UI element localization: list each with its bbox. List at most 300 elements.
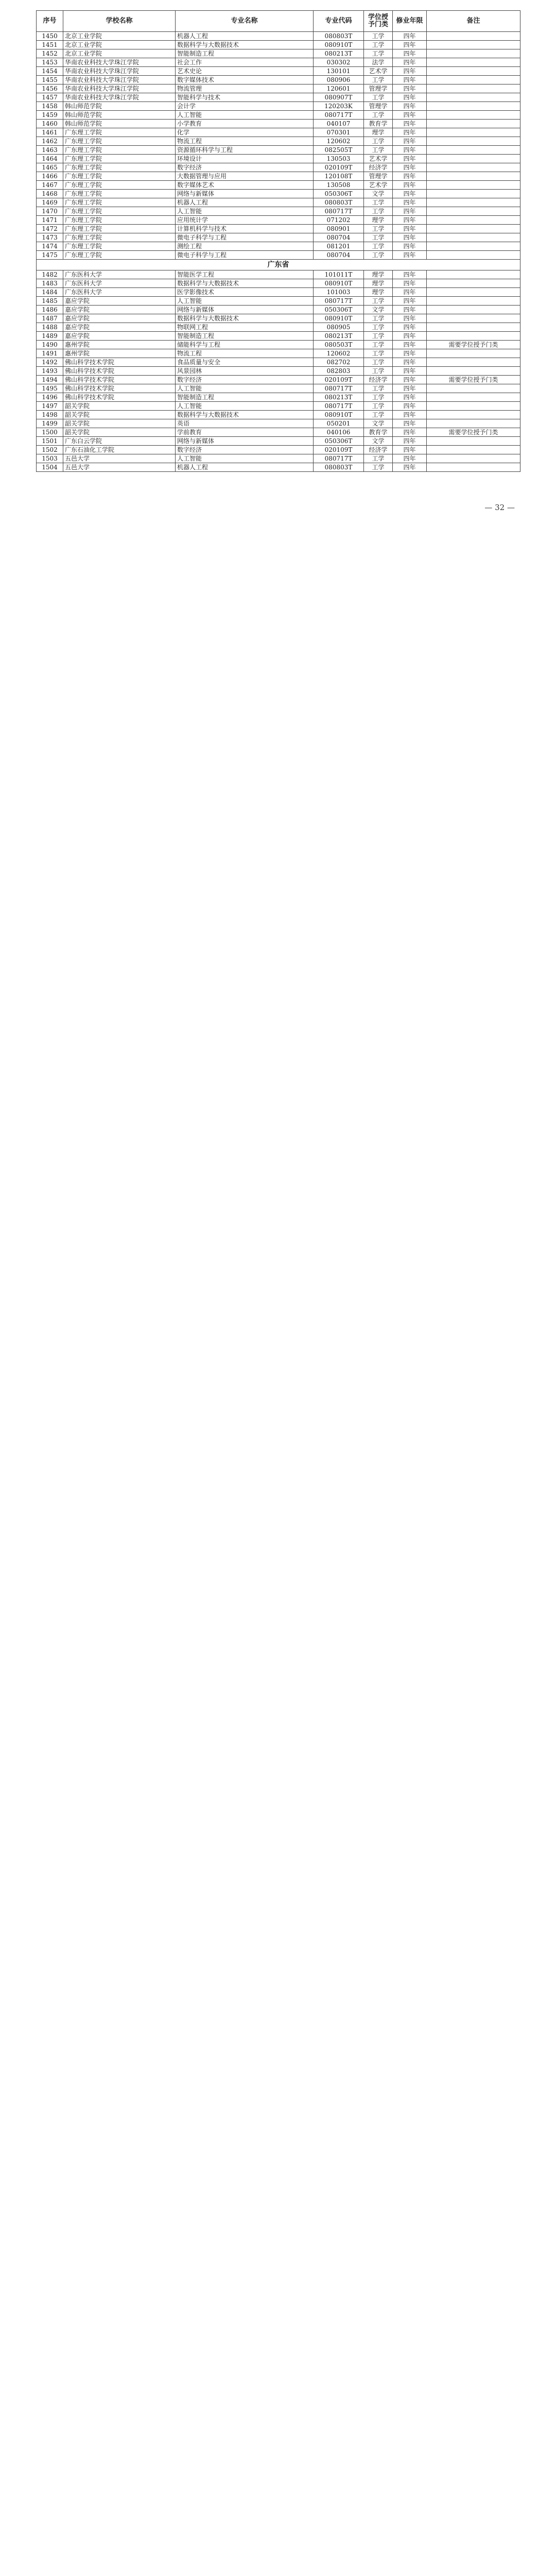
cell-code: 080910T xyxy=(314,279,364,288)
cell-no: 1450 xyxy=(37,32,63,41)
cell-degree: 工学 xyxy=(364,358,393,367)
cell-school: 韶关学院 xyxy=(63,419,176,428)
cell-note xyxy=(427,128,520,137)
table-row xyxy=(37,428,520,437)
cell-no: 1461 xyxy=(37,128,63,137)
cell-years: 四年 xyxy=(393,454,427,463)
table-row xyxy=(37,332,520,341)
cell-note: 需要学位授予门类 xyxy=(427,376,520,384)
cell-years: 四年 xyxy=(393,233,427,242)
cell-no: 1464 xyxy=(37,155,63,163)
cell-years: 四年 xyxy=(393,402,427,411)
cell-school: 广东医科大学 xyxy=(63,279,176,288)
table-row xyxy=(37,270,520,279)
cell-degree: 理学 xyxy=(364,288,393,297)
cell-school: 华南农业科技大学珠江学院 xyxy=(63,84,176,93)
cell-no: 1460 xyxy=(37,120,63,128)
cell-no: 1452 xyxy=(37,49,63,58)
cell-degree: 工学 xyxy=(364,251,393,260)
cell-years: 四年 xyxy=(393,306,427,314)
table-row xyxy=(37,358,520,367)
cell-note xyxy=(427,332,520,341)
cell-major: 人工智能 xyxy=(176,111,314,120)
table-row xyxy=(37,216,520,225)
cell-major: 人工智能 xyxy=(176,454,314,463)
cell-degree: 理学 xyxy=(364,128,393,137)
cell-note xyxy=(427,198,520,207)
cell-school: 韩山师范学院 xyxy=(63,111,176,120)
cell-code: 080213T xyxy=(314,393,364,402)
cell-degree: 工学 xyxy=(364,341,393,349)
cell-years: 四年 xyxy=(393,111,427,120)
cell-no: 1500 xyxy=(37,428,63,437)
cell-note xyxy=(427,41,520,49)
cell-years: 四年 xyxy=(393,102,427,111)
cell-no: 1457 xyxy=(37,93,63,102)
cell-note xyxy=(427,58,520,67)
cell-years: 四年 xyxy=(393,58,427,67)
cell-major: 人工智能 xyxy=(176,297,314,306)
cell-no: 1465 xyxy=(37,163,63,172)
cell-note xyxy=(427,314,520,323)
cell-no: 1473 xyxy=(37,233,63,242)
cell-years: 四年 xyxy=(393,67,427,76)
cell-note xyxy=(427,419,520,428)
cell-major: 物流管理 xyxy=(176,84,314,93)
cell-code: 080910T xyxy=(314,41,364,49)
cell-code: 080910T xyxy=(314,314,364,323)
cell-school: 韩山师范学院 xyxy=(63,102,176,111)
cell-no: 1455 xyxy=(37,76,63,84)
cell-years: 四年 xyxy=(393,216,427,225)
cell-note xyxy=(427,411,520,419)
cell-code: 120602 xyxy=(314,349,364,358)
cell-degree: 工学 xyxy=(364,76,393,84)
cell-code: 080717T xyxy=(314,297,364,306)
cell-major: 人工智能 xyxy=(176,207,314,216)
cell-school: 韶关学院 xyxy=(63,411,176,419)
table-row xyxy=(37,84,520,93)
cell-no: 1489 xyxy=(37,332,63,341)
cell-major: 社会工作 xyxy=(176,58,314,67)
cell-major: 智能制造工程 xyxy=(176,393,314,402)
table-row xyxy=(37,314,520,323)
cell-note xyxy=(427,207,520,216)
cell-code: 070301 xyxy=(314,128,364,137)
cell-note: 需要学位授予门类 xyxy=(427,341,520,349)
cell-years: 四年 xyxy=(393,84,427,93)
cell-school: 佛山科学技术学院 xyxy=(63,358,176,367)
cell-no: 1454 xyxy=(37,67,63,76)
table-row xyxy=(37,297,520,306)
header-major: 专业名称 xyxy=(176,11,314,32)
cell-major: 测绘工程 xyxy=(176,242,314,251)
cell-years: 四年 xyxy=(393,155,427,163)
cell-major: 数据科学与大数据技术 xyxy=(176,314,314,323)
cell-major: 智能制造工程 xyxy=(176,49,314,58)
table-header xyxy=(37,11,520,32)
cell-school: 嘉应学院 xyxy=(63,314,176,323)
cell-code: 120108T xyxy=(314,172,364,181)
cell-major: 英语 xyxy=(176,419,314,428)
cell-years: 四年 xyxy=(393,32,427,41)
cell-note xyxy=(427,32,520,41)
cell-no: 1469 xyxy=(37,198,63,207)
cell-no: 1498 xyxy=(37,411,63,419)
cell-years: 四年 xyxy=(393,225,427,233)
cell-no: 1494 xyxy=(37,376,63,384)
cell-major: 食品质量与安全 xyxy=(176,358,314,367)
cell-note xyxy=(427,84,520,93)
cell-years: 四年 xyxy=(393,341,427,349)
cell-note xyxy=(427,67,520,76)
cell-major: 学前教育 xyxy=(176,428,314,437)
cell-years: 四年 xyxy=(393,128,427,137)
cell-years: 四年 xyxy=(393,358,427,367)
cell-major: 艺术史论 xyxy=(176,67,314,76)
cell-degree: 工学 xyxy=(364,332,393,341)
cell-years: 四年 xyxy=(393,446,427,454)
page-number: — 32 — xyxy=(484,503,515,512)
cell-years: 四年 xyxy=(393,463,427,472)
table-row xyxy=(37,93,520,102)
cell-school: 广东理工学院 xyxy=(63,181,176,190)
cell-major: 数字经济 xyxy=(176,446,314,454)
cell-code: 080704 xyxy=(314,251,364,260)
cell-major: 医学影像技术 xyxy=(176,288,314,297)
cell-school: 惠州学院 xyxy=(63,349,176,358)
cell-school: 佛山科学技术学院 xyxy=(63,376,176,384)
table-row xyxy=(37,251,520,260)
cell-school: 广东理工学院 xyxy=(63,207,176,216)
cell-degree: 文学 xyxy=(364,419,393,428)
cell-school: 五邑大学 xyxy=(63,463,176,472)
cell-code: 130503 xyxy=(314,155,364,163)
cell-code: 080901 xyxy=(314,225,364,233)
cell-degree: 艺术学 xyxy=(364,67,393,76)
cell-degree: 理学 xyxy=(364,216,393,225)
cell-school: 广东理工学院 xyxy=(63,242,176,251)
cell-note xyxy=(427,393,520,402)
cell-degree: 理学 xyxy=(364,279,393,288)
table-row xyxy=(37,58,520,67)
cell-no: 1474 xyxy=(37,242,63,251)
cell-major: 智能科学与技术 xyxy=(176,93,314,102)
cell-years: 四年 xyxy=(393,270,427,279)
cell-degree: 工学 xyxy=(364,314,393,323)
cell-school: 嘉应学院 xyxy=(63,306,176,314)
section-row xyxy=(37,260,520,270)
table-row xyxy=(37,198,520,207)
cell-no: 1468 xyxy=(37,190,63,198)
cell-degree: 文学 xyxy=(364,190,393,198)
cell-school: 广东理工学院 xyxy=(63,172,176,181)
table-row xyxy=(37,155,520,163)
cell-note: 需要学位授予门类 xyxy=(427,428,520,437)
cell-major: 储能科学与工程 xyxy=(176,341,314,349)
cell-school: 华南农业科技大学珠江学院 xyxy=(63,67,176,76)
cell-note xyxy=(427,279,520,288)
cell-school: 广东医科大学 xyxy=(63,288,176,297)
cell-major: 机器人工程 xyxy=(176,32,314,41)
cell-major: 物流工程 xyxy=(176,349,314,358)
cell-school: 五邑大学 xyxy=(63,454,176,463)
cell-school: 惠州学院 xyxy=(63,341,176,349)
cell-note xyxy=(427,454,520,463)
cell-school: 嘉应学院 xyxy=(63,332,176,341)
guangdong-a-body xyxy=(37,270,520,472)
cell-major: 会计学 xyxy=(176,102,314,111)
cell-degree: 教育学 xyxy=(364,428,393,437)
cell-note xyxy=(427,233,520,242)
cell-code: 080213T xyxy=(314,332,364,341)
cell-years: 四年 xyxy=(393,297,427,306)
cell-years: 四年 xyxy=(393,323,427,332)
cell-no: 1470 xyxy=(37,207,63,216)
cell-code: 080717T xyxy=(314,454,364,463)
cell-school: 广东医科大学 xyxy=(63,270,176,279)
cell-years: 四年 xyxy=(393,428,427,437)
cell-major: 数据科学与大数据技术 xyxy=(176,279,314,288)
cell-note xyxy=(427,137,520,146)
cell-years: 四年 xyxy=(393,120,427,128)
cell-code: 080907T xyxy=(314,93,364,102)
cell-years: 四年 xyxy=(393,41,427,49)
cell-school: 佛山科学技术学院 xyxy=(63,384,176,393)
cell-years: 四年 xyxy=(393,172,427,181)
table-row xyxy=(37,120,520,128)
header-school: 学校名称 xyxy=(63,11,176,32)
cell-code: 020109T xyxy=(314,376,364,384)
cell-note xyxy=(427,306,520,314)
cell-school: 广东白云学院 xyxy=(63,437,176,446)
cell-no: 1502 xyxy=(37,446,63,454)
cell-note xyxy=(427,181,520,190)
cell-no: 1472 xyxy=(37,225,63,233)
cell-major: 数据科学与大数据技术 xyxy=(176,41,314,49)
cell-major: 风景园林 xyxy=(176,367,314,376)
cell-code: 080803T xyxy=(314,463,364,472)
table-row xyxy=(37,76,520,84)
cell-degree: 文学 xyxy=(364,306,393,314)
cell-degree: 理学 xyxy=(364,270,393,279)
cell-note xyxy=(427,463,520,472)
cell-years: 四年 xyxy=(393,207,427,216)
cell-degree: 经济学 xyxy=(364,446,393,454)
cell-school: 广东理工学院 xyxy=(63,251,176,260)
cell-note xyxy=(427,111,520,120)
cell-no: 1462 xyxy=(37,137,63,146)
cell-major: 机器人工程 xyxy=(176,463,314,472)
cell-school: 华南农业科技大学珠江学院 xyxy=(63,58,176,67)
table-row xyxy=(37,49,520,58)
cell-degree: 工学 xyxy=(364,111,393,120)
cell-code: 050306T xyxy=(314,437,364,446)
table-row xyxy=(37,367,520,376)
cell-major: 应用统计学 xyxy=(176,216,314,225)
cell-years: 四年 xyxy=(393,198,427,207)
cell-no: 1496 xyxy=(37,393,63,402)
cell-years: 四年 xyxy=(393,393,427,402)
cell-note xyxy=(427,437,520,446)
cell-no: 1493 xyxy=(37,367,63,376)
cell-degree: 工学 xyxy=(364,198,393,207)
table-row xyxy=(37,172,520,181)
cell-school: 广东理工学院 xyxy=(63,128,176,137)
table-row xyxy=(37,128,520,137)
cell-code: 080503T xyxy=(314,341,364,349)
cell-school: 佛山科学技术学院 xyxy=(63,367,176,376)
cell-note xyxy=(427,163,520,172)
cell-school: 广东理工学院 xyxy=(63,198,176,207)
cell-note xyxy=(427,367,520,376)
cell-degree: 经济学 xyxy=(364,163,393,172)
cell-note xyxy=(427,242,520,251)
cell-degree: 法学 xyxy=(364,58,393,67)
cell-no: 1456 xyxy=(37,84,63,93)
cell-major: 智能医学工程 xyxy=(176,270,314,279)
cell-school: 华南农业科技大学珠江学院 xyxy=(63,76,176,84)
cell-code: 050306T xyxy=(314,190,364,198)
cell-school: 华南农业科技大学珠江学院 xyxy=(63,93,176,102)
cell-degree: 工学 xyxy=(364,454,393,463)
table-row xyxy=(37,419,520,428)
cell-degree: 工学 xyxy=(364,207,393,216)
cell-major: 大数据管理与应用 xyxy=(176,172,314,181)
cell-code: 101011T xyxy=(314,270,364,279)
cell-years: 四年 xyxy=(393,367,427,376)
page-1 xyxy=(36,10,520,472)
header-no: 序号 xyxy=(37,11,63,32)
table-row xyxy=(37,137,520,146)
cell-major: 物流工程 xyxy=(176,137,314,146)
cell-years: 四年 xyxy=(393,349,427,358)
cell-note xyxy=(427,288,520,297)
cell-code: 080717T xyxy=(314,207,364,216)
cell-no: 1451 xyxy=(37,41,63,49)
cell-no: 1485 xyxy=(37,297,63,306)
cell-years: 四年 xyxy=(393,76,427,84)
cell-school: 北京工业学院 xyxy=(63,41,176,49)
cell-code: 120203K xyxy=(314,102,364,111)
cell-degree: 工学 xyxy=(364,93,393,102)
table-row xyxy=(37,411,520,419)
table-row xyxy=(37,190,520,198)
table-row xyxy=(37,454,520,463)
table-row xyxy=(37,111,520,120)
cell-note xyxy=(427,384,520,393)
cell-major: 数据科学与大数据技术 xyxy=(176,411,314,419)
cell-school: 佛山科学技术学院 xyxy=(63,393,176,402)
cell-note xyxy=(427,251,520,260)
cell-years: 四年 xyxy=(393,137,427,146)
cell-code: 080704 xyxy=(314,233,364,242)
table-row xyxy=(37,41,520,49)
cell-degree: 工学 xyxy=(364,384,393,393)
cell-no: 1499 xyxy=(37,419,63,428)
cell-note xyxy=(427,49,520,58)
cell-code: 080213T xyxy=(314,49,364,58)
cell-degree: 工学 xyxy=(364,146,393,155)
table-row xyxy=(37,393,520,402)
table-row xyxy=(37,341,520,349)
table-row xyxy=(37,446,520,454)
cell-degree: 管理学 xyxy=(364,84,393,93)
cell-note xyxy=(427,93,520,102)
cell-degree: 工学 xyxy=(364,367,393,376)
cell-years: 四年 xyxy=(393,251,427,260)
cell-no: 1501 xyxy=(37,437,63,446)
table-row xyxy=(37,67,520,76)
cell-no: 1467 xyxy=(37,181,63,190)
cell-degree: 教育学 xyxy=(364,120,393,128)
cell-no: 1486 xyxy=(37,306,63,314)
cell-major: 数字经济 xyxy=(176,163,314,172)
cell-note xyxy=(427,358,520,367)
cell-code: 120601 xyxy=(314,84,364,93)
cell-code: 081201 xyxy=(314,242,364,251)
cell-code: 030302 xyxy=(314,58,364,67)
cell-school: 韩山师范学院 xyxy=(63,120,176,128)
cell-major: 微电子科学与工程 xyxy=(176,233,314,242)
cell-code: 080906 xyxy=(314,76,364,84)
cell-no: 1471 xyxy=(37,216,63,225)
cell-years: 四年 xyxy=(393,279,427,288)
cell-no: 1492 xyxy=(37,358,63,367)
cell-years: 四年 xyxy=(393,384,427,393)
cell-no: 1487 xyxy=(37,314,63,323)
cell-years: 四年 xyxy=(393,146,427,155)
cell-no: 1497 xyxy=(37,402,63,411)
cell-code: 040106 xyxy=(314,428,364,437)
cell-major: 人工智能 xyxy=(176,384,314,393)
cell-note xyxy=(427,102,520,111)
cell-school: 嘉应学院 xyxy=(63,297,176,306)
header-note: 备注 xyxy=(427,11,520,32)
cell-years: 四年 xyxy=(393,376,427,384)
cell-school: 广东理工学院 xyxy=(63,146,176,155)
cell-degree: 工学 xyxy=(364,233,393,242)
cell-code: 080717T xyxy=(314,384,364,393)
cell-degree: 工学 xyxy=(364,32,393,41)
table-row xyxy=(37,102,520,111)
cell-note xyxy=(427,155,520,163)
cell-degree: 工学 xyxy=(364,349,393,358)
cell-no: 1488 xyxy=(37,323,63,332)
table-row xyxy=(37,384,520,393)
cell-code: 130508 xyxy=(314,181,364,190)
cell-major: 机器人工程 xyxy=(176,198,314,207)
cell-major: 数字经济 xyxy=(176,376,314,384)
cell-school: 广东理工学院 xyxy=(63,155,176,163)
cell-major: 网络与新媒体 xyxy=(176,190,314,198)
cell-years: 四年 xyxy=(393,93,427,102)
cell-years: 四年 xyxy=(393,242,427,251)
table-row xyxy=(37,163,520,172)
page-1-body xyxy=(37,32,520,260)
table-row xyxy=(37,437,520,446)
cell-code: 071202 xyxy=(314,216,364,225)
cell-code: 080803T xyxy=(314,198,364,207)
cell-school: 广东理工学院 xyxy=(63,225,176,233)
cell-degree: 工学 xyxy=(364,323,393,332)
cell-degree: 经济学 xyxy=(364,376,393,384)
cell-no: 1475 xyxy=(37,251,63,260)
table-row xyxy=(37,279,520,288)
cell-code: 101003 xyxy=(314,288,364,297)
cell-code: 080910T xyxy=(314,411,364,419)
cell-code: 080717T xyxy=(314,111,364,120)
